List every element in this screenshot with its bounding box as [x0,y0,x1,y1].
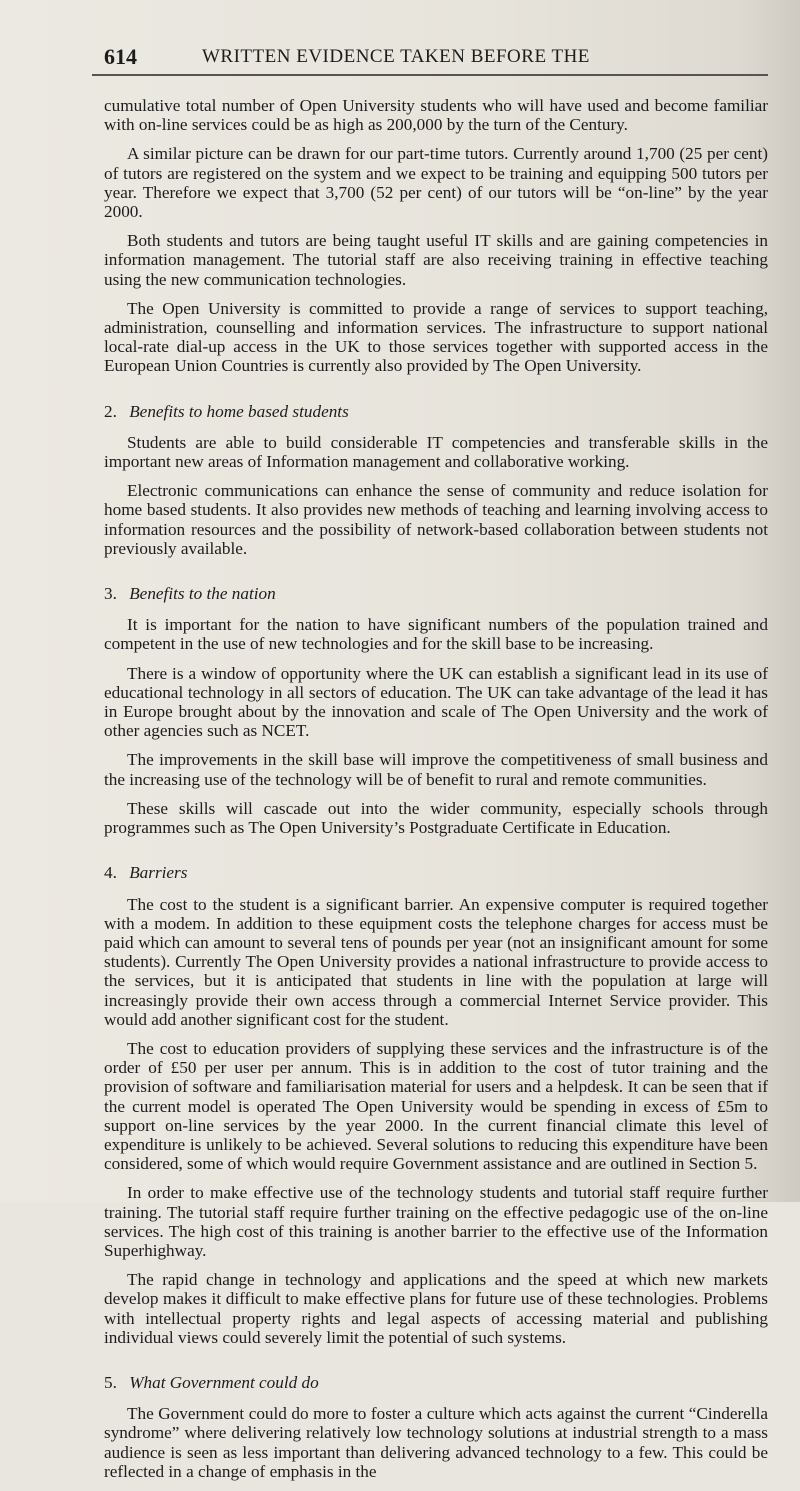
paragraph: A similar picture can be drawn for our part-time tutors. Currently around 1,700 (25 per cent) of tutors are registered on the system and we expect to be training and equipping 500 tutors per year. Therefore we expect that 3,700 (52 per cent) of our tutors will be “on-line” by the year 2000. [104,144,768,222]
paragraph: The Government could do more to foster a culture which acts against the current “Cinderella syndrome” where delivering relatively low technology solutions at industrial strength to a mass audience is seen as less important than delivering advanced technology to a few. This could be reflected in a change of emphasis in the [104,1404,768,1481]
section-heading [104,584,768,603]
section-heading [104,863,768,882]
paragraph: Students are able to build considerable IT competencies and transferable skills in the important new areas of Information management and collaborative working. [104,432,768,472]
section-number: 5. [104,1372,117,1392]
document-body [104,96,768,1491]
section-heading [104,402,768,421]
section-title: Benefits to home based students [129,401,349,421]
section-number: 2. [104,401,117,421]
paragraph: cumulative total number of Open University students who will have used and become familiar with on-line services could be as high as 200,000 by the turn of the Century. [104,96,768,135]
running-head: WRITTEN EVIDENCE TAKEN BEFORE THE [202,46,590,67]
paragraph: The cost to education providers of supplying these services and the infrastructure is of the order of £50 per user per annum. This is in addition to the cost of tutor training and the provision of software and familiarisation material for users and a helpdesk. It can be seen that if the current model is operated The Open University would be spending in excess of £5m to support on-line services by the year 2000. In the current financial climate this level of expenditure is unlikely to be achieved. Several solutions to reducing this expenditure have been considered, some of which would require Government assistance and are outlined in Section 5. [104,1038,768,1174]
page-number: 614 [104,44,137,69]
paragraph: In order to make effective use of the technology students and tutorial staff require further training. The tutorial staff require further training on the effective pedagogic use of the on-line services. The high cost of this training is another barrier to the effective use of the Information Superhighway. [104,1183,768,1260]
page-header [104,44,744,68]
section-number: 4. [104,863,117,883]
section-heading [104,1373,768,1392]
section-number: 3. [104,584,117,604]
paragraph: These skills will cascade out into the wider community, especially schools through programmes such as The Open University’s Postgraduate Certificate in Education. [104,798,768,838]
paragraph: It is important for the nation to have significant numbers of the population trained and competent in the use of new technologies and for the skill base to be increasing. [104,615,768,654]
section-title: Barriers [129,863,188,883]
header-rule [92,74,768,76]
paragraph: The rapid change in technology and applications and the speed at which new markets develop makes it difficult to make effective plans for future use of these technologies. Problems with intellectual property rights and legal aspects of accessing material and publishing individual views could severely limit the potential of such systems. [104,1270,768,1347]
paragraph: Both students and tutors are being taught useful IT skills and are gaining competencies in information management. The tutorial staff are also receiving training in effective teaching using the new communication technologies. [104,231,768,289]
paragraph: The improvements in the skill base will improve the competitiveness of small business and the increasing use of the technology will be of benefit to rural and remote communities. [104,750,768,789]
paragraph: Electronic communications can enhance the sense of community and reduce isolation for home based students. It also provides new methods of teaching and learning involving access to information resources and the possibility of network-based collaboration between students not previously available. [104,481,768,558]
paragraph: There is a window of opportunity where the UK can establish a significant lead in its use of educational technology in all sectors of education. The UK can take advantage of the lead it has in Europe brought about by the innovation and scale of The Open University and the work of other agencies such as NCET. [104,663,768,741]
section-title: What Government could do [129,1372,319,1392]
section-title: Benefits to the nation [129,584,276,604]
paragraph: The cost to the student is a significant barrier. An expensive computer is required together with a modem. In addition to these equipment costs the telephone charges for access must be paid which can amount to several tens of pounds per year (not an insignificant amount for some students). Currently The Open University provides a national infrastructure to provide access to the services, but it is anticipated that students in line with the population at large will increasingly provide their own access through a commercial Internet Service provider. This would add another significant cost for the student. [104,894,768,1029]
paragraph: The Open University is committed to provide a range of services to support teaching, administration, counselling and information services. The infrastructure to support national local-rate dial-up access in the UK to those services together with supported access in the European Union Countries is currently also provided by The Open University. [104,298,768,376]
